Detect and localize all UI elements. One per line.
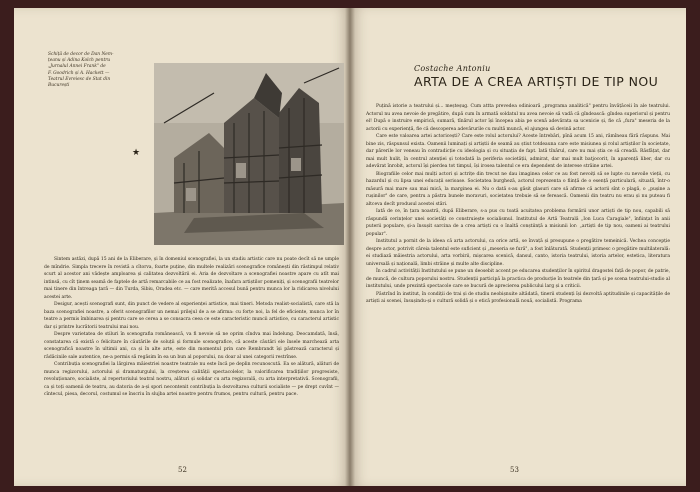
paragraph: Care este valoarea artei actoricești? Care este rolul actorului? Aceste întrebări, pînă acum 15 ani, rămîneau fără răspuns. Mai bine zis, răspunsul exista. Oamenii luminați și artiștii de seamă au știut totdeauna care este misiunea și rolul artiștilor în societate, dar părerile lor veneau în contradicție cu ideologia și cu situația de fapt. Iată tînărul, care nu mai știa ce să creadă. Răsfățat, dar mai mult hulit, în centrul atenției și totodată la periferia societății, admirat, dar mai mult batjocorit, în aparență liber, dar cu adevărat înrobit, actorul își pierdea tot timpul, își irosea talentul ce era dependent de interese străine artei. bbox=[366, 134, 670, 169]
paragraph: Păstrînd în institut, în condiții de trai și de studiu neobișnuite altădată, tinerii studenți își dezvoltă aptitudinile și capacitățile de artiști ai scenei, însușindu-și o cultură solidă și o etică profesională nouă, socialistă. Programa bbox=[366, 291, 670, 304]
article-title: ARTA DE A CREA ARTIȘTI DE TIP NOU bbox=[414, 74, 659, 89]
book-spine bbox=[345, 8, 355, 486]
paragraph: În cadrul activității Institutului se pune un deosebit accent pe educarea studenților în spiritul dragostei față de popor, de patrie, de muncă, de cultura poporului nostru. Studenții participă la practica de producție în teatrele din țară și pe scena teatrului-studio al institutului, unde prezintă spectacole care se bucură de aprecierea publicului larg și a criticii. bbox=[366, 269, 670, 289]
page-number: 52 bbox=[178, 466, 187, 474]
image-caption: Schiță de decor de Dan Nem- țeanu și Adina Kolch pentru „Jurnalul Annei Frank" de F. Goodrich și A. Hackett — Teatrul Evreiesc de Stat din București bbox=[48, 52, 114, 89]
right-page bbox=[350, 8, 686, 486]
paragraph: Institutul a pornit de la ideea că arta actorului, ca orice artă, se învață și presupune o pregătire temeinică. Vechea concepție despre actor, potrivit căreia talentul este suficient și „meseria se fură", a fost înlăturată. Studenții primesc o pregătire multilaterală: ei studiază măiestria actorului, arta vorbirii, mișcarea scenică, dansul, canto, istoria teatrului, istoria artelor, estetica, literatura universală și națională, limbi străine și multe alte discipline. bbox=[366, 239, 670, 267]
set-design-illustration bbox=[154, 63, 344, 245]
right-page-body bbox=[366, 103, 670, 463]
paragraph: Sintem astăzi, după 15 ani de la Eliberare, și în domeniul scenografiei, la un stadiu artistic care nu poate decît să ne umple de mîndrie. Simpla trecere în revistă a cîtorva, foarte puține, din multele realizări scenografice românești din răstimpul relativ scurt al acestor ani vădește amploarea și calitatea dezvoltării ei. Aria de dezvoltare a scenografiei noastre apare cu atît mai intinsă, cu cît ținem seamă de faptele de artă remarcabile ce au fost realizate, înafara artiștilor pomeniți, și scenografii teatrelor mai tinere din întreaga țară — din Turda, Sibiu, Oradea etc. — care merită accesul bună pentru munca lor la ridicarea nivelului acestei arte. bbox=[44, 257, 339, 300]
paragraph: Puțină istorie a teatrului și... meșteșug. Cum attta prevedea odinioară „programa analitică" pentru învățăceii în ale teatrului. Actorul nu avea nevoie de pregătire, după cum în armată soldatul nu avea nevoie să vadă că gîndească: gîndea superiorul și pentru el! După o instruire empirică, sumară, tînărul actor își începea abia pe scenă adevărata sa ucenicie și, fie că „fura" meseria de la actorii cu experiență, fie că descoperea adevărurile cu multă muncă, el ajungea să devină actor. bbox=[366, 104, 670, 132]
paragraph: Iată de ce, în țara noastră, după Eliberare, s-a pus cu toată acuitatea problema formării unor artiști de tip nou, capabili să răspundă cerințelor unei societăți ce construiește socialismul. Institutul de Artă Teatrală „Ion Luca Caragiale", înființat în anii puterii populare, și-a însușit sarcina de a crea artiști cu o înaltă conștiință a misiunii lor: „artiști de tip nou, oameni ai teatrului popular". bbox=[366, 209, 670, 237]
left-page-body bbox=[44, 256, 339, 456]
article-author: Costache Antoniu bbox=[414, 64, 491, 73]
star-ornament: ★ bbox=[132, 148, 141, 158]
paragraph: Desigur, acești scenografi sunt, din punct de vedere al experienței artistice, mai tineri. Metoda realist-socialistă, care stă la baza scenografiei noastre, a oferit scenografilor un nemai prilejul de a se afirma: cu forțe noi, la fel de eficiente, munca lor în teatre a permis îmbinarea și pentru care se cerea a se consacra ceea ce este caracteristic muncii artistice, cu caracterul artistic dar și printre lucrătorii teatrului mai nou. bbox=[44, 302, 339, 330]
paragraph: Despre varietatea de stiluri în scenografia românească, va fi nevoie să ne oprim cîndva mai îndelung. Deocamdată, însă, constatarea că există o felicitare în căutările de soluții și formule scenografice, că aceste căutări ele însele marchează arta scenografică noastre în ultimii ani, ca și în alte arte, este din momentul prin care Rembrandt își păstrează caracterul și rădăcinile sale autentice, ne-a permis să regăsim în ea un bun al poporului, nu doar al unei categorii restrînse. bbox=[44, 332, 339, 360]
paragraph: Biografiile celor mai mulți actori și actrițe din trecut ne dau imaginea celor ce au fost nevoiți să se lupte cu nevoile vieții, cu hazardul și cu lipsa unei educații serioase. Societatea burgheză, actorul reprezenta o ființă de o esență particulară, situată, într-o măsură mai mare sau mai mică, la marginea ei. Nu o dată s-au găsit glasuri care să afirme că actorii sînt o plagă, o „pușine a rușinilor" de care, pentru a păstra bunele moravuri, societatea trebuie să se ferească. Oamenii din teatru nu erau și nu puteau fi altceva decît produsul acestei stări. bbox=[366, 171, 670, 207]
paragraph: Contribuția scenografiei la lărgirea măiestriei noastre teatrale nu este încă pe deplin recunoscută. Ea se alătură, alături de munca regizorului, actorului și dramaturgului, la creșterea calității spectacolelor, la valorificarea tradițiilor progresiste, revoluționare, socialiste, al repertoriului teatral nostru, alături și solidar cu arta regizorală, cu arta interpretativă. Scenografii, ca și toți oamenii de teatru, au datoria de a-și spori necontenit contribuția la dezvoltarea culturii socialiste — pe drept cuvînt — cîntecul, piesa, decorul, costumul se înscriu în slujba artei noastre pentru frumos, pentru cultură, pentru pace. bbox=[44, 362, 339, 397]
left-page bbox=[14, 8, 350, 486]
page-number: 53 bbox=[510, 466, 519, 474]
